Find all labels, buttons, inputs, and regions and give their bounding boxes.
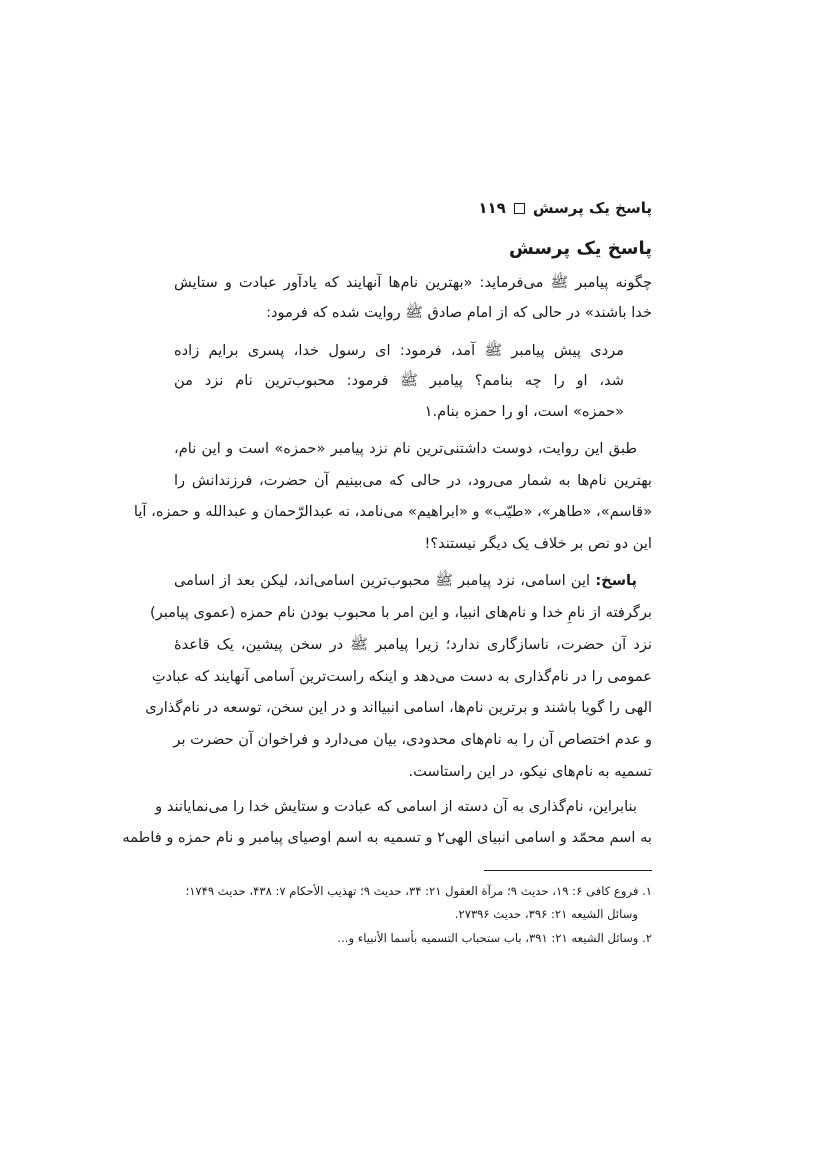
body-line: چگونه پیامبر ﷺ می‌فرماید: «بهترین نام‌ها آنهایند که یادآور عبادت و ستایش xyxy=(174,274,652,291)
body-line: به اسم محمّد و اسامی انبیای الهی۲ و تسمیه به اسم اوصیای پیامبر و نام حمزه و فاطمه xyxy=(122,829,652,846)
body-line: الهی را گویا باشند و برترین نام‌ها، اسامی انبیااند و در این سخن، توسعه در نام‌گذاری xyxy=(145,699,652,716)
body-line: تسمیه به نام‌های نیکو، در این راستاست. xyxy=(408,763,652,780)
body-line: برگرفته از نامِ خدا و نام‌های انبیا، و این امر با محبوب بودن نام حمزه (عموی پیامبر) xyxy=(150,604,652,621)
footnote-1-continued: وسائل الشیعه ۲۱: ۳۹۶، حدیث ۲۷۳۹۶. xyxy=(454,907,638,921)
quote-line: «حمزه» است، او را حمزه بنام.۱ xyxy=(424,403,624,420)
section-title: پاسخ یک پرسش xyxy=(508,238,652,259)
answer-first-line xyxy=(174,566,637,596)
body-line: این دو نص بر خلاف یک دیگر نیستند؟! xyxy=(424,535,652,552)
quote-line: شد، او را چه بنامم؟ پیامبر ﷺ فرمود: محبوب‌ترین نام نزد من xyxy=(174,372,624,389)
running-title: پاسخ یک پرسش xyxy=(532,199,652,217)
answer-line-text: این اسامی، نزد پیامبر ﷺ محبوب‌ترین اسامی‌اند، لیکن بعد از اسامی xyxy=(174,572,591,589)
body-line: و عدم اختصاص آن را به نام‌های محدودی، بیان می‌دارد و فراخوان آن حضرت بر xyxy=(173,731,652,748)
body-line: نزد آن حضرت، ناسازگاری ندارد؛ زیرا پیامبر ﷺ در سخن پیشین، یک قاعدهٔ xyxy=(174,636,652,653)
square-box-icon xyxy=(514,203,525,214)
body-line: بهترین نام‌ها به شمار می‌رود، در حالی که می‌بینیم آن حضرت، فرزندانش را xyxy=(174,472,652,489)
answer-label: پاسخ: xyxy=(595,572,638,589)
footnote-rule xyxy=(484,870,652,871)
running-header xyxy=(452,196,652,220)
quote-line: مردی پیش پیامبر ﷺ آمد، فرمود: ای رسول خدا، پسری برایم زاده xyxy=(174,342,624,359)
body-line: عمومی را در نام‌گذاری به دست می‌دهد و اینکه راست‌ترین اَسامی آنهایند که عبادتِ xyxy=(151,668,652,685)
footnote-2: ۲. وسائل الشیعه ۲۱: ۳۹۱، باب ستحباب التسمیه بأسما الأنبیاء و... xyxy=(337,931,652,945)
body-line: طبق این روایت، دوست داشتنی‌ترین نام نزد پیامبر «حمزه» است و این نام، xyxy=(174,440,637,457)
footnote-1: ۱. فروع کافی ۶: ۱۹، حدیث ۹؛ مرآة العقول ۲۱: ۳۴، حدیث ۹؛ تهذیب الأحکام ۷: ۴۳۸، حدیث ۱۷۴۹؛ xyxy=(185,884,652,898)
page-number: ۱۱۹ xyxy=(478,199,506,217)
body-line: بنابراین، نام‌گذاری به آن دسته از اسامی که عبادت و ستایش خدا را می‌نمایانند و xyxy=(155,798,637,815)
body-line: «قاسم»، «طاهر»، «طیّب» و «ابراهیم» می‌نامد، نه عبدالرّحمان و عبدالله و حمزه، آیا xyxy=(133,503,652,520)
body-line: خدا باشند» در حالی که از امام صادق ﷺ روایت شده که فرمود: xyxy=(266,304,652,321)
